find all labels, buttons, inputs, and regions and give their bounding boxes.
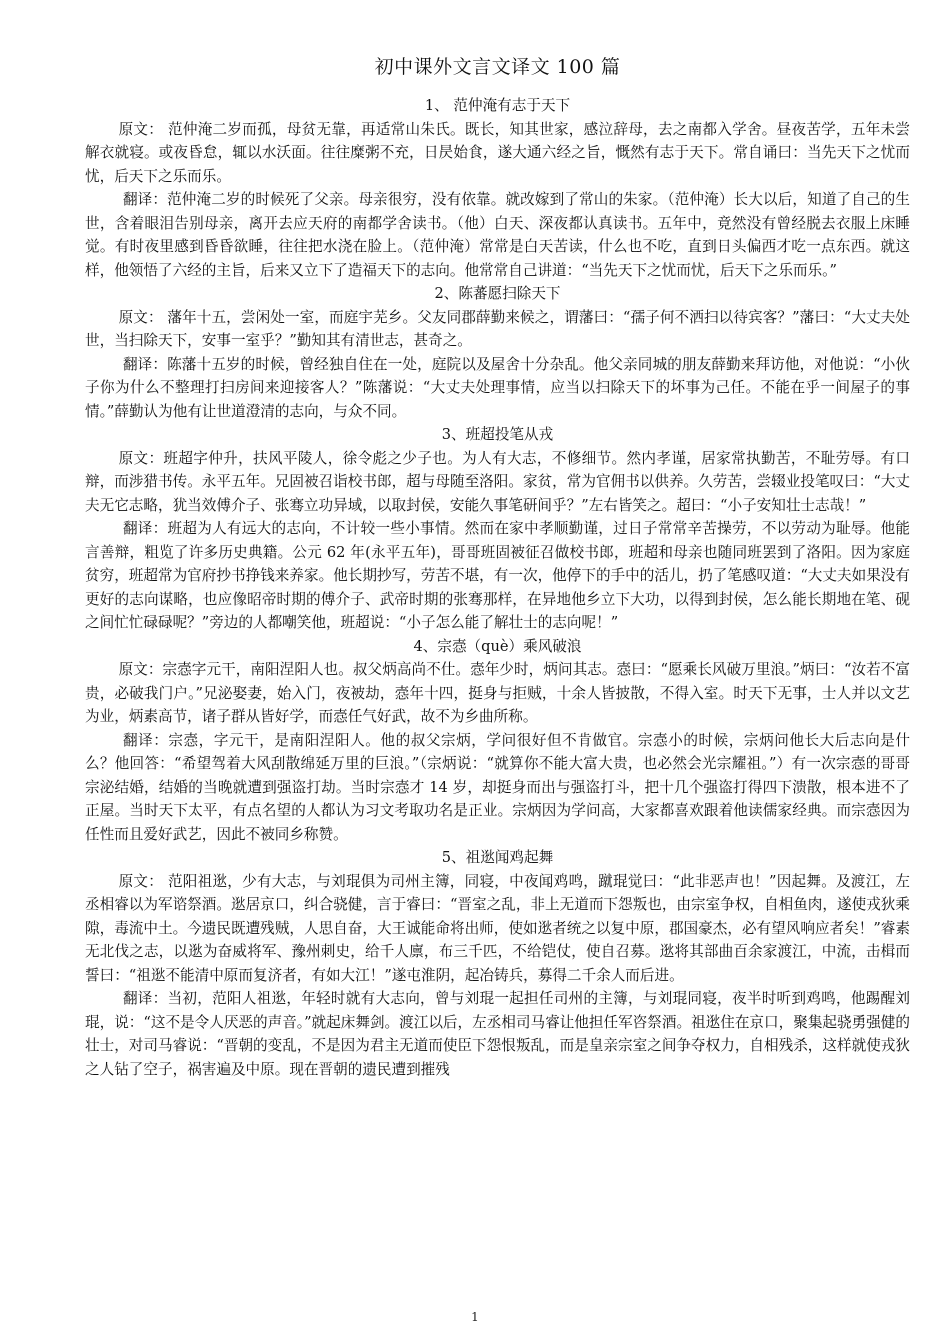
- section-heading: 2、陈蕃愿扫除天下: [434, 285, 561, 302]
- original-text: 原文：班超字仲升，扶风平陵人，徐令彪之少子也。为人有大志，不修细节。然内孝谨，居家常执勤苦，不耻劳辱。有口辩，而涉猎书传。永平五年。兄固被召诣校书郎，超与母随至洛阳。家贫，常为官佣书以供养。久劳苦，尝辍业投笔叹曰：“大丈夫无它志略，犹当效傅介子、张骞立功异域，以取封侯，安能久事笔研间乎？”左右皆笑之。超曰：“小子安知壮士志哉！”: [85, 449, 910, 514]
- original-text: 原文： 范仲淹二岁而孤，母贫无靠，再适常山朱氏。既长，知其世家，感泣辞母，去之南都入学舍。昼夜苦学，五年未尝解衣就寝。或夜昏怠，辄以水沃面。往往糜粥不充，日昃始食，遂大通六经之旨，慨然有志于天下。常自诵曰：当先天下之忧而忧，后天下之乐而乐。: [85, 120, 910, 185]
- translation-text: 翻译：班超为人有远大的志向，不计较一些小事情。然而在家中孝顺勤谨，过日子常常辛苦操劳，不以劳动为耻辱。他能言善辩，粗览了许多历史典籍。公元 62 年(永平五年)，哥哥班固被征召做校书郎，班超和母亲也随同班罢到了洛阳。因为家庭贫穷，班超常为官府抄书挣钱来养家。他长期抄写，劳苦不堪，有一次，他停下的手中的活儿，扔了笔感叹道：“大丈夫如果没有更好的志向谋略，也应像昭帝时期的傅介子、武帝时期的张骞那样，在异地他乡立下大功，以得到封侯，怎么能长期地在笔、砚之间忙忙碌碌呢？”旁边的人都嘲笑他，班超说：“小子怎么能了解壮士的志向呢！”: [85, 520, 910, 631]
- translation-text: 翻译：陈藩十五岁的时候，曾经独自住在一处，庭院以及屋舍十分杂乱。他父亲同城的朋友薛勤来拜访他，对他说：“小伙子你为什么不整理打扫房间来迎接客人？”陈藩说：“大丈夫处理事情，应当以扫除天下的坏事为己任。不能在乎一间屋子的事情。”薛勤认为他有让世道澄清的志向，与众不同。: [85, 355, 910, 420]
- original-text: 原文： 范阳祖逖，少有大志，与刘琨俱为司州主簿，同寝，中夜闻鸡鸣，蹴琨觉曰：“此非恶声也！”因起舞。及渡江，左丞相睿以为军谘祭酒。逖居京口，纠合骁健，言于睿曰：“晋室之乱，非上无道而下怨叛也，由宗室争权，自相鱼肉，遂使戎狄乘隙，毒流中土。今遗民既遭残贼，人思自奋，大王诚能命将出师，使如逖者统之以复中原，郡国豪杰，必有望风响应者矣！”睿素无北伐之志，以逖为奋威将军、豫州刺史，给千人廪，布三千匹，不给铠仗，使自召募。逖将其部曲百余家渡江，中流，击楫而誓曰：“祖逖不能清中原而复济者，有如大江！”遂屯淮阴，起冶铸兵，募得二千余人而后进。: [85, 872, 910, 984]
- document-page: [85, 48, 910, 1081]
- section: [85, 94, 910, 282]
- original-text: 原文： 藩年十五，尝闲处一室，而庭宇芜乡。父友同郡薛勤来候之，谓藩曰：“孺子何不洒扫以待宾客？”藩曰：“大丈夫处世，当扫除天下，安事一室乎？”勤知其有清世志，甚奇之。: [85, 308, 910, 349]
- section-heading: 4、宗悫（què）乘风破浪: [413, 637, 582, 655]
- original-text: 原文：宗悫字元干，南阳涅阳人也。叔父炳高尚不仕。悫年少时，炳问其志。悫曰：“愿乘长风破万里浪。”炳曰：“汝若不富贵，必破我门户。”兄泌娶妻，始入门，夜被劫，悫年十四，挺身与拒贼，十余人皆披散，不得入室。时天下无事，士人并以文艺为业，炳素高节，诸子群从皆好学，而悫任气好武，故不为乡曲所称。: [85, 661, 910, 725]
- section-heading: 1、 范仲淹有志于天下: [424, 97, 571, 114]
- section: [85, 846, 910, 1081]
- section: [85, 282, 910, 423]
- translation-text: 翻译：当初，范阳人祖逖，年轻时就有大志向，曾与刘琨一起担任司州的主簿，与刘琨同寝，夜半时听到鸡鸣，他踢醒刘琨，说：“这不是令人厌恶的声音。”就起床舞剑。渡江以后，左丞相司马睿让他担任军咨祭酒。祖逖住在京口，聚集起骁勇强健的壮士，对司马睿说：“晋朝的变乱，不是因为君主无道而使臣下怨恨叛乱，而是皇亲宗室之间争夺权力，自相残杀，这样就使戎狄之人钻了空子，祸害遍及中原。现在晋朝的遗民遭到摧残: [85, 990, 910, 1078]
- section: [85, 635, 910, 847]
- translation-text: 翻译：范仲淹二岁的时候死了父亲。母亲很穷，没有依靠。就改嫁到了常山的朱家。（范仲淹）长大以后，知道了自己的生世，含着眼泪告别母亲，离开去应天府的南都学舍读书。（他）白天、深夜都认真读书。五年中，竟然没有曾经脱去衣服上床睡觉。有时夜里感到昏昏欲睡，往往把水浇在脸上。（范仲淹）常常是白天苦读，什么也不吃，直到日头偏西才吃一点东西。就这样，他领悟了六经的主旨，后来又立下了造福天下的志向。他常常自己讲道：“当先天下之忧而忧，后天下之乐而乐。”: [85, 191, 910, 279]
- translation-text: 翻译：宗悫，字元干，是南阳涅阳人。他的叔父宗炳，学问很好但不肯做官。宗悫小的时候，宗炳问他长大后志向是什么？他回答：“希望驾着大风刮散绵延万里的巨浪。”（宗炳说：“就算你不能大富大贵，也必然会光宗耀祖。”）有一次宗悫的哥哥宗泌结婚，结婚的当晚就遭到强盗打劫。当时宗悫才 14 岁，却挺身而出与强盗打斗，把十几个强盗打得四下溃散，根本进不了正屋。当时天下太平，有点名望的人都认为习文考取功名是正业。宗炳因为学问高，大家都喜欢跟着他读儒家经典。而宗悫因为任性而且爱好武艺，因此不被同乡称赞。: [85, 731, 910, 843]
- section: [85, 423, 910, 635]
- document-title: 初中课外文言文译文 100 篇: [374, 56, 621, 78]
- section-heading: 3、班超投笔从戎: [441, 426, 554, 443]
- section-heading: 5、祖逖闻鸡起舞: [441, 849, 554, 866]
- page-number: 1: [471, 1310, 479, 1324]
